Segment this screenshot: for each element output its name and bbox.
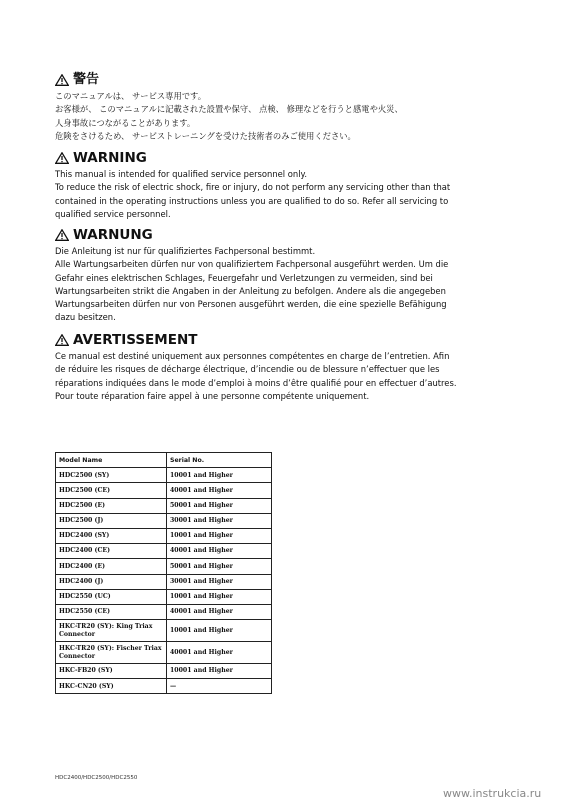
warning-triangle-icon <box>55 152 69 164</box>
section-body <box>55 350 525 403</box>
model-cell: HKC-TR20 (SY): Fischer Triax Connector <box>56 642 167 664</box>
serial-cell: 40001 and Higher <box>167 642 272 664</box>
serial-cell: 10001 and Higher <box>167 664 272 679</box>
warning-section-german <box>55 227 525 325</box>
table-row <box>56 468 272 483</box>
serial-cell: 40001 and Higher <box>167 544 272 559</box>
table-row <box>56 620 272 642</box>
model-cell: HDC2400 (E) <box>56 559 167 574</box>
body-line: contained in the operating instructions unless you are qualified to do so. Refer all servicing to <box>55 195 449 206</box>
model-cell: HDC2550 (CE) <box>56 604 167 619</box>
model-cell: HKC-CN20 (SY) <box>56 679 167 694</box>
model-serial-table <box>55 452 272 694</box>
body-line: Pour toute réparation faire appel à une personne compétente uniquement. <box>55 390 370 401</box>
heading-text: WARNUNG <box>73 227 153 243</box>
table-header-row <box>56 453 272 468</box>
table-row <box>56 664 272 679</box>
serial-cell: 50001 and Higher <box>167 498 272 513</box>
model-cell: HDC2550 (UC) <box>56 589 167 604</box>
page-footer: HDC2400/HDC2500/HDC2550 <box>55 775 138 781</box>
table-row <box>56 528 272 543</box>
serial-cell: 30001 and Higher <box>167 574 272 589</box>
body-line: このマニュアルは、 サービス専用です。 <box>55 91 206 101</box>
table-row <box>56 483 272 498</box>
table-row <box>56 498 272 513</box>
column-header-serial: Serial No. <box>167 453 272 468</box>
body-line: To reduce the risk of electric shock, fire or injury, do not perform any servicing other than that <box>55 182 451 193</box>
serial-cell: 10001 and Higher <box>167 589 272 604</box>
section-body <box>55 90 525 143</box>
body-line: Gefahr eines elektrischen Schlages, Feuergefahr und Verletzungen zu vermeiden, sind bei <box>55 272 433 283</box>
model-cell: HDC2400 (SY) <box>56 528 167 543</box>
body-line: This manual is intended for qualified service personnel only. <box>55 169 307 179</box>
table-row <box>56 589 272 604</box>
section-body <box>55 245 525 325</box>
watermark-text: www.instrukcia.ru <box>443 787 542 800</box>
section-heading <box>55 150 525 166</box>
table-row <box>56 559 272 574</box>
body-line: Alle Wartungsarbeiten dürfen nur von qualifiziertem Fachpersonal ausgeführt werden. Um die <box>55 259 449 270</box>
serial-cell: 40001 and Higher <box>167 604 272 619</box>
body-line: Ce manual est destiné uniquement aux personnes compétentes en charge de l’entretien. Afin <box>55 351 450 361</box>
warning-triangle-icon <box>55 229 69 241</box>
table-row <box>56 574 272 589</box>
serial-cell: 10001 and Higher <box>167 528 272 543</box>
model-cell: HDC2500 (J) <box>56 513 167 528</box>
body-line: qualified service personnel. <box>55 208 171 219</box>
section-heading <box>55 227 525 243</box>
serial-cell: 40001 and Higher <box>167 483 272 498</box>
warning-section-french <box>55 332 525 403</box>
table-row <box>56 604 272 619</box>
model-cell: HDC2400 (CE) <box>56 544 167 559</box>
column-header-model: Model Name <box>56 453 167 468</box>
body-line: お客様が、 このマニュアルに記載された設置や保守、 点検、 修理などを行うと感電や火災、 <box>55 104 403 115</box>
model-cell: HDC2500 (SY) <box>56 468 167 483</box>
table-row <box>56 679 272 694</box>
body-line: dazu besitzen. <box>55 312 116 323</box>
table-row <box>56 642 272 664</box>
body-line: Die Anleitung ist nur für qualifiziertes Fachpersonal bestimmt. <box>55 246 316 256</box>
model-cell: HDC2500 (CE) <box>56 483 167 498</box>
section-heading <box>55 72 525 88</box>
warning-section-english <box>55 150 525 221</box>
section-body <box>55 168 525 221</box>
serial-cell: — <box>167 679 272 694</box>
model-cell: HKC-TR20 (SY): King Triax Connector <box>56 620 167 642</box>
serial-cell: 10001 and Higher <box>167 468 272 483</box>
body-line: 危険をさけるため、 サービストレーニングを受けた技術者のみご使用ください。 <box>55 130 356 141</box>
heading-text: WARNING <box>73 150 147 166</box>
model-cell: HKC-FB20 (SY) <box>56 664 167 679</box>
heading-text: AVERTISSEMENT <box>73 332 198 348</box>
body-line: réparations indiquées dans le mode d’emploi à moins d’être qualifié pour en effectuer d’autres. <box>55 377 457 388</box>
warning-triangle-icon <box>55 74 69 86</box>
model-cell: HDC2500 (E) <box>56 498 167 513</box>
body-line: Wartungsarbeiten dürfen nur von Personen ausgeführt werden, die eine spezielle Befähigung <box>55 299 447 310</box>
body-line: de réduire les risques de décharge électrique, d’incendie ou de blessure n’effectuer que les <box>55 364 440 375</box>
heading-text: 警告 <box>73 72 100 87</box>
model-cell: HDC2400 (J) <box>56 574 167 589</box>
warning-section-japanese <box>55 72 525 143</box>
table-row <box>56 513 272 528</box>
warning-triangle-icon <box>55 334 69 346</box>
serial-cell: 30001 and Higher <box>167 513 272 528</box>
serial-cell: 10001 and Higher <box>167 620 272 642</box>
serial-cell: 50001 and Higher <box>167 559 272 574</box>
body-line: Wartungsarbeiten strikt die Angaben in der Anleitung zu befolgen. Andere als die angegeben <box>55 285 446 296</box>
body-line: 人身事故につながることがあります。 <box>55 117 196 128</box>
section-heading <box>55 332 525 348</box>
table-row <box>56 544 272 559</box>
